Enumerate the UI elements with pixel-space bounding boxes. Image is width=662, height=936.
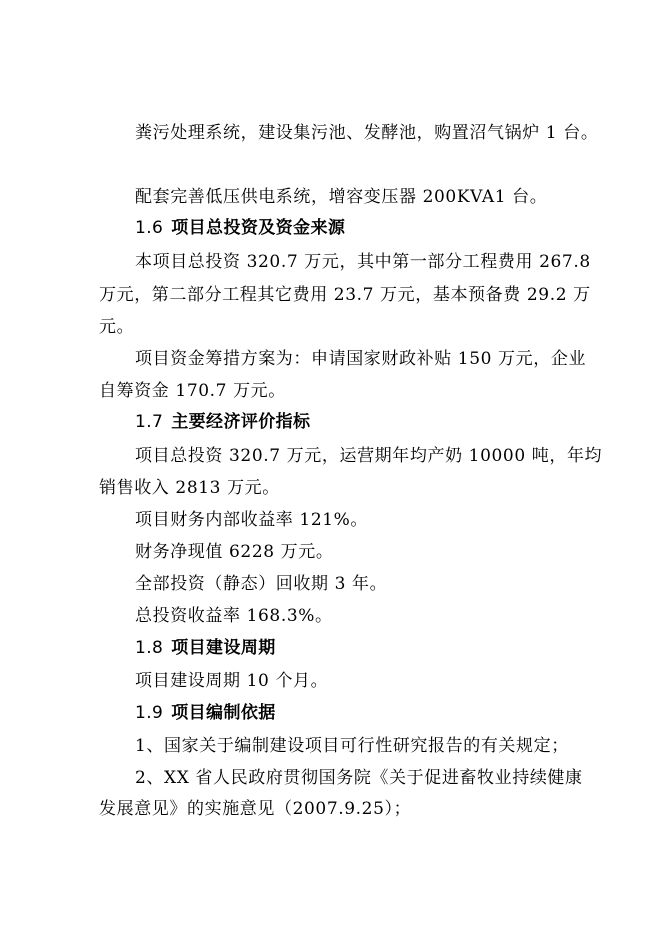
- section-heading: [135, 702, 276, 724]
- section-title: 主要经济评价指标: [171, 412, 311, 432]
- body-text-line: 项目资金筹措方案为：申请国家财政补贴 150 万元，企业: [135, 349, 587, 369]
- section-title: 项目总投资及资金来源: [171, 218, 346, 238]
- body-text-line: 项目建设周期 10 个月。: [135, 671, 329, 691]
- section-title: 项目编制依据: [171, 703, 276, 723]
- body-text-line: 项目财务内部收益率 121%。: [135, 510, 369, 530]
- section-number: 1.9: [135, 703, 164, 723]
- section-number: 1.7: [135, 412, 164, 432]
- section-number: 1.6: [135, 218, 164, 238]
- body-text-line: 销售收入 2813 万元。: [99, 478, 280, 498]
- body-text-line: 本项目总投资 320.7 万元，其中第一部分工程费用 267.8: [135, 252, 591, 272]
- body-text-line: 全部投资（静态）回收期 3 年。: [135, 574, 388, 594]
- body-text-line: 发展意见》的实施意见（2007.9.25）；: [99, 799, 412, 819]
- body-text-line: 项目总投资 320.7 万元，运营期年均产奶 10000 吨，年均: [135, 446, 603, 466]
- body-text-line: 配套完善低压供电系统，增容变压器 200KVA1 台。: [135, 187, 548, 207]
- body-text-line: 2、XX 省人民政府贯彻国务院《关于促进畜牧业持续健康: [135, 768, 583, 788]
- body-text-line: 自筹资金 170.7 万元。: [99, 381, 286, 401]
- section-title: 项目建设周期: [171, 638, 276, 658]
- body-text-line: 1、国家关于编制建设项目可行性研究报告的有关规定；: [135, 736, 569, 756]
- body-text-line: 财务净现值 6228 万元。: [135, 542, 334, 562]
- body-text-line: 总投资收益率 168.3%。: [135, 606, 333, 626]
- section-heading: [135, 217, 345, 239]
- section-number: 1.8: [135, 638, 164, 658]
- body-text-line: 万元，第二部分工程其它费用 23.7 万元，基本预备费 29.2 万: [99, 285, 591, 305]
- section-heading: [135, 411, 310, 433]
- body-text-line: 元。: [99, 317, 135, 337]
- section-heading: [135, 637, 276, 659]
- body-text-line: 粪污处理系统，建设集污池、发酵池，购置沼气锅炉 1 台。: [135, 123, 599, 143]
